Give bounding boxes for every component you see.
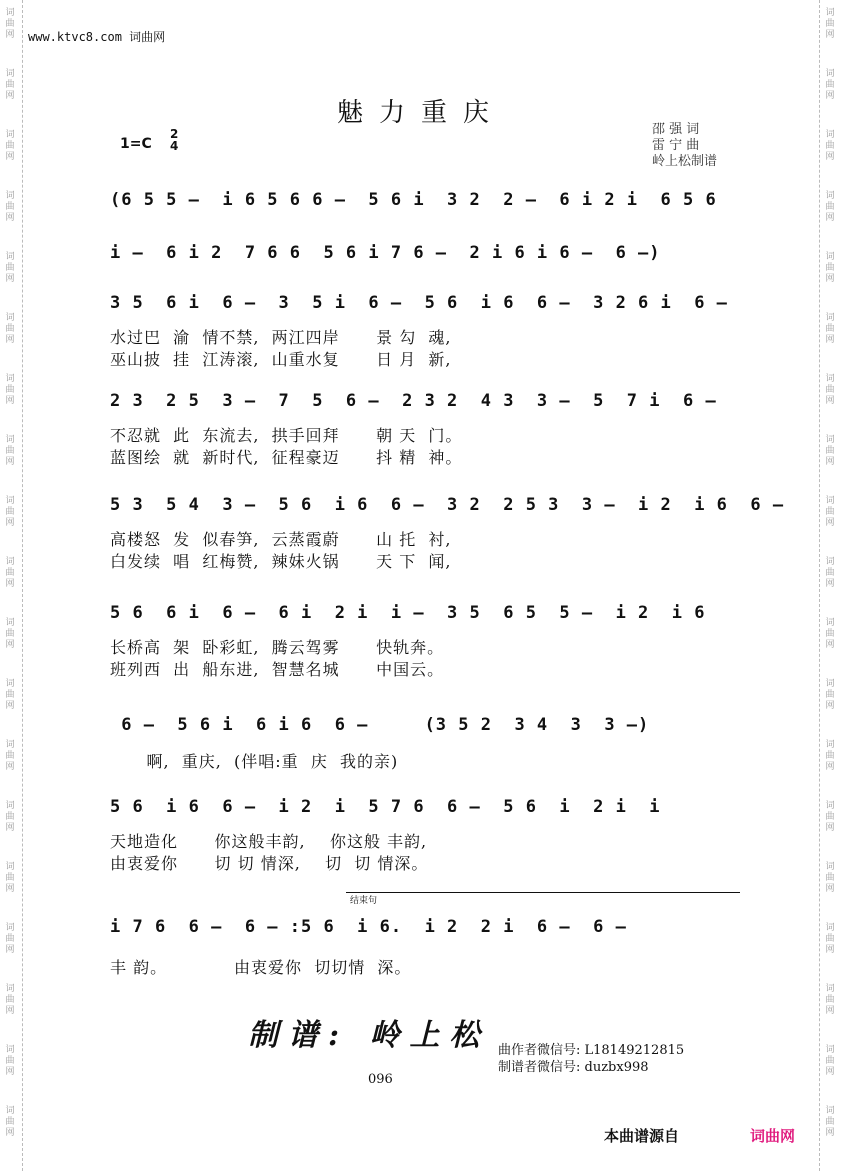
watermark-text: 词 曲 网 — [5, 740, 15, 772]
watermark-text: 词 曲 网 — [5, 618, 15, 650]
lyric-ending: 丰 韵。 由衷爱你 切切情 深。 — [110, 958, 412, 977]
watermark-text: 词 曲 网 — [5, 435, 15, 467]
footer-source-label: 本曲谱源自 — [604, 1127, 680, 1145]
key-signature: 1=C — [120, 136, 152, 152]
lyric-verse-2: 白发续 唱 红梅赞, 辣妹火锅 天 下 闻, — [110, 552, 452, 571]
transcriber: 岭上松制谱 — [652, 154, 718, 169]
watermark-text: 词 曲 网 — [825, 1106, 835, 1138]
ending-label: 结束句 — [350, 896, 378, 906]
watermark-text: 词 曲 网 — [5, 557, 15, 589]
lyric-verse-1: 高楼怒 发 似春笋, 云蒸霞蔚 山 托 衬, — [110, 530, 452, 549]
watermark-text: 词 曲 网 — [5, 252, 15, 284]
watermark-text: 词 曲 网 — [825, 313, 835, 345]
watermark-text: 词 曲 网 — [5, 1106, 15, 1138]
watermark-text: 词 曲 网 — [825, 862, 835, 894]
watermark-text: 词 曲 网 — [825, 252, 835, 284]
notation-line: i – 6 i 2 7 6 6 5 6 i 7 6 – 2 i 6 i 6 – 6 –) — [110, 243, 661, 263]
watermark-text: 词 曲 网 — [5, 862, 15, 894]
page-number: 096 — [368, 1072, 393, 1087]
notation-line: 5 3 5 4 3 – 5 6 i 6 6 – 3 2 2 5 3 3 – i 2 i 6 6 – — [110, 495, 785, 515]
lyric-verse-2: 蓝图绘 就 新时代, 征程豪迈 抖 精 神。 — [110, 448, 463, 467]
watermark-text: 词 曲 网 — [825, 69, 835, 101]
notation-line: i 7 6 6 – 6 – :5 6 i 6. i 2 2 i 6 – 6 – — [110, 917, 627, 937]
watermark-text: 词 曲 网 — [825, 130, 835, 162]
watermark-text: 词 曲 网 — [825, 679, 835, 711]
site-header[interactable]: www.ktvc8.com 词曲网 — [28, 30, 166, 44]
watermark-text: 词 曲 网 — [5, 8, 15, 40]
notation-line: 2 3 2 5 3 – 7 5 6 – 2 3 2 4 3 3 – 5 7 i 6 – — [110, 391, 717, 411]
watermark-text: 词 曲 网 — [5, 374, 15, 406]
footer-brand-link[interactable]: 词曲网 — [750, 1127, 796, 1145]
watermark-text: 词 曲 网 — [5, 496, 15, 528]
lyric-verse-1: 长桥高 架 卧彩虹, 腾云驾雾 快轨奔。 — [110, 638, 445, 657]
lyric-verse-2: 班列西 出 船东进, 智慧名城 中国云。 — [110, 660, 445, 679]
watermark-text: 词 曲 网 — [5, 801, 15, 833]
watermark-text: 词 曲 网 — [825, 923, 835, 955]
left-watermark-strip — [0, 0, 23, 1171]
lyric-verse-1: 水过巴 渝 情不禁, 两江四岸 景 勾 魂, — [110, 328, 452, 347]
lyric-verse-2: 由衷爱你 切 切 情深, 切 切 情深。 — [110, 854, 429, 873]
time-bottom: 4 — [170, 139, 179, 153]
watermark-text: 词 曲 网 — [5, 313, 15, 345]
transcriber-signature: 制谱: 岭上松 — [248, 1018, 490, 1053]
contact-info — [498, 1042, 684, 1076]
lyric-verse-2: 巫山披 挂 江涛滚, 山重水复 日 月 新, — [110, 350, 452, 369]
lyric-verse-1: 不忍就 此 东流去, 拱手回拜 朝 天 门。 — [110, 426, 463, 445]
watermark-text: 词 曲 网 — [825, 496, 835, 528]
time-top: 2 — [170, 127, 179, 141]
watermark-text: 词 曲 网 — [825, 618, 835, 650]
watermark-text: 词 曲 网 — [825, 435, 835, 467]
song-title: 魅力重庆 — [336, 98, 505, 128]
watermark-text: 词 曲 网 — [825, 1045, 835, 1077]
watermark-text: 词 曲 网 — [5, 69, 15, 101]
lyricist: 邵 强 词 — [652, 122, 700, 137]
watermark-text: 词 曲 网 — [5, 1045, 15, 1077]
notation-line: 5 6 i 6 6 – i 2 i 5 7 6 6 – 5 6 i 2 i i — [110, 797, 661, 817]
notation-line: 6 – 5 6 i 6 i 6 6 – (3 5 2 3 4 3 3 –) — [110, 715, 650, 735]
lyric-chorus: 啊, 重庆, (伴唱:重 庆 我的亲) — [110, 752, 399, 771]
watermark-text: 词 曲 网 — [5, 130, 15, 162]
notation-line: (6 5 5 – i 6 5 6 6 – 5 6 i 3 2 2 – 6 i 2 i 6 5 6 — [110, 190, 717, 210]
notation-line: 3 5 6 i 6 – 3 5 i 6 – 5 6 i 6 6 – 3 2 6 i 6 – — [110, 293, 728, 313]
watermark-text: 词 曲 网 — [825, 374, 835, 406]
time-signature — [170, 128, 178, 152]
watermark-text: 词 曲 网 — [825, 801, 835, 833]
lyric-verse-1: 天地造化 你这般丰韵, 你这般 丰韵, — [110, 832, 428, 851]
composer: 雷 宁 曲 — [652, 138, 700, 153]
credits — [652, 122, 717, 170]
watermark-text: 词 曲 网 — [825, 740, 835, 772]
ending-bracket — [346, 892, 740, 893]
notation-line: 5 6 6 i 6 – 6 i 2 i i – 3 5 6 5 5 – i 2 i 6 — [110, 603, 706, 623]
watermark-text: 词 曲 网 — [825, 8, 835, 40]
watermark-text: 词 曲 网 — [5, 984, 15, 1016]
watermark-text: 词 曲 网 — [5, 679, 15, 711]
right-watermark-strip — [819, 0, 842, 1171]
transcriber-wechat: 制谱者微信号: duzbx998 — [498, 1060, 649, 1075]
watermark-text: 词 曲 网 — [5, 923, 15, 955]
composer-wechat: 曲作者微信号: L18149212815 — [498, 1043, 685, 1058]
watermark-text: 词 曲 网 — [825, 191, 835, 223]
watermark-text: 词 曲 网 — [5, 191, 15, 223]
watermark-text: 词 曲 网 — [825, 984, 835, 1016]
watermark-text: 词 曲 网 — [825, 557, 835, 589]
